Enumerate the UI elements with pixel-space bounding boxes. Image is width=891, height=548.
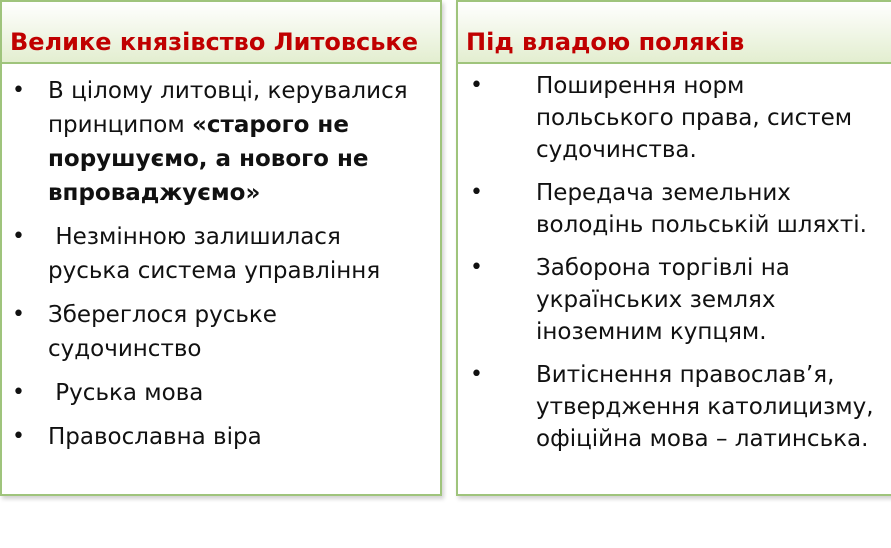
list-item <box>12 220 430 288</box>
list-item <box>468 359 891 455</box>
item-line: офіційна мова – латинська. <box>536 426 869 452</box>
bullet-icon: • <box>470 362 483 387</box>
bullet-icon: • <box>470 73 483 98</box>
list-item <box>12 420 432 454</box>
left-list <box>2 64 440 454</box>
bullet-icon: • <box>470 180 483 205</box>
right-column-heading: Під владою поляків <box>458 2 891 64</box>
list-item <box>468 70 891 166</box>
item-line: володінь польській шляхті. <box>536 212 867 238</box>
right-column <box>456 0 891 496</box>
item-text: Незмінною залишилася руська система управління <box>48 224 381 284</box>
list-item <box>468 252 891 348</box>
item-line: іноземним купцям. <box>536 319 767 345</box>
item-text: Збереглося руське судочинство <box>48 302 277 362</box>
item-line: українських землях <box>536 287 776 313</box>
item-line: утвердження католицизму, <box>536 394 874 420</box>
left-column <box>0 0 442 496</box>
item-bold-text: «старого не порушуємо, а нового не впроваджуємо» <box>48 112 369 206</box>
right-list <box>458 64 891 455</box>
bullet-icon: • <box>12 224 25 249</box>
item-text: Руська мова <box>48 380 204 406</box>
item-text: В цілому литовці, керувалися принципом <box>48 78 408 138</box>
bullet-icon: • <box>470 255 483 280</box>
item-text: Православна віра <box>48 424 262 450</box>
left-column-heading: Велике князівство Литовське <box>2 2 440 64</box>
item-line: Поширення норм <box>536 73 745 99</box>
list-item <box>468 177 891 241</box>
item-line: Заборона торгівлі на <box>536 255 790 281</box>
list-item <box>12 298 348 366</box>
bullet-icon: • <box>12 302 25 327</box>
bullet-icon: • <box>12 380 25 405</box>
item-line: судочинства. <box>536 137 697 163</box>
item-line: Передача земельних <box>536 180 791 206</box>
bullet-icon: • <box>12 424 25 449</box>
item-line: польського права, систем <box>536 105 853 131</box>
bullet-icon: • <box>12 78 25 103</box>
list-item <box>12 74 430 210</box>
list-item <box>12 376 432 410</box>
item-line: Витіснення православ’я, <box>536 362 835 388</box>
